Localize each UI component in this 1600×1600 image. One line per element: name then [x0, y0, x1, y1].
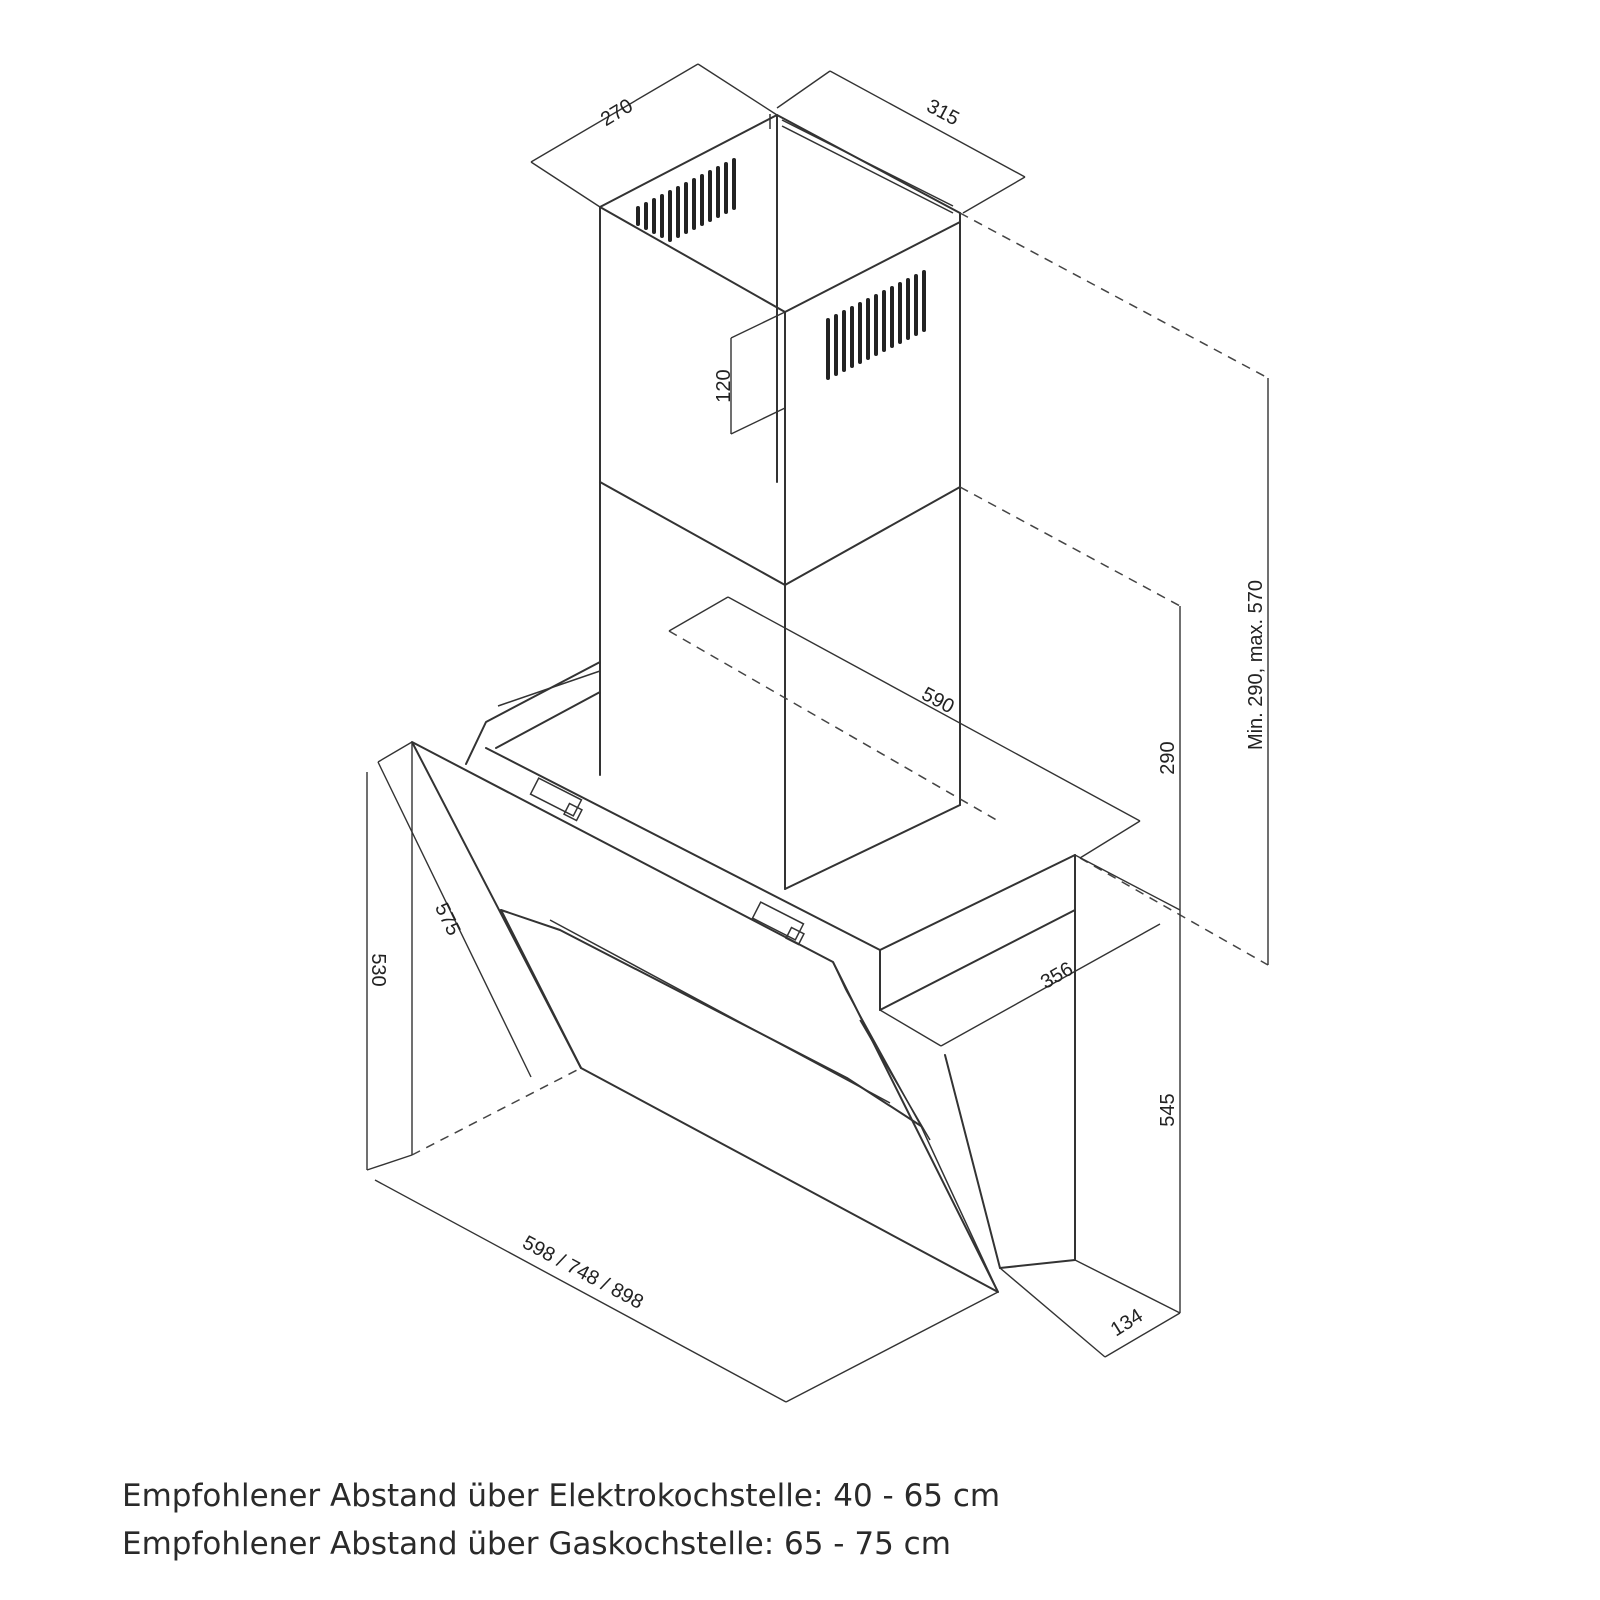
dim-120-label: 120: [713, 369, 735, 403]
upper-chimney: [600, 114, 960, 585]
note-electric-hob: Empfohlener Abstand über Elektrokochstelle: 40 - 65 cm: [122, 1478, 1001, 1514]
dimension-lines: [367, 64, 1268, 1402]
installation-notes: [122, 1472, 1000, 1568]
hood-body: [466, 662, 1075, 1268]
dim-356-label: 356: [1037, 957, 1077, 994]
dim-290-label: 290: [1157, 741, 1179, 775]
dim-575-label: 575: [430, 899, 465, 940]
dim-315-label: 315: [922, 95, 963, 131]
dim-chimney-range-label: Min. 290, max. 570: [1245, 579, 1267, 751]
dim-134-label: 134: [1106, 1304, 1147, 1342]
lower-chimney: [600, 482, 960, 889]
dim-545-label: 545: [1157, 1093, 1179, 1127]
vent-slots-left: [638, 160, 734, 240]
hidden-lines: [412, 213, 1268, 1155]
dim-270-label: 270: [596, 94, 637, 131]
dim-530-label: 530: [367, 953, 389, 987]
dim-590-label: 590: [917, 683, 958, 719]
glass-panel: [412, 742, 998, 1292]
dimension-labels: [367, 95, 1267, 1341]
note-gas-hob: Empfohlener Abstand über Gaskochstelle: 65 - 75 cm: [122, 1526, 951, 1562]
vent-slots-right: [828, 272, 924, 378]
dim-widths-label: 598 / 748 / 898: [518, 1231, 647, 1314]
